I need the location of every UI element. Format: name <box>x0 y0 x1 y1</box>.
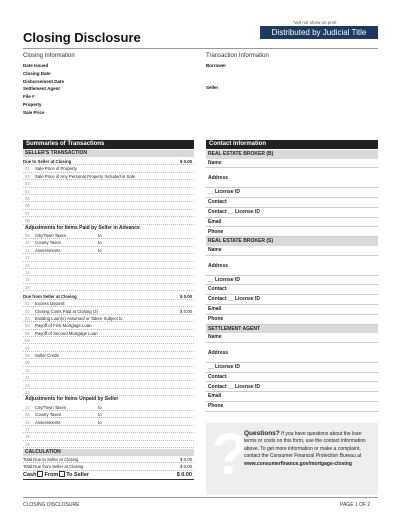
contact-name-row: Name <box>206 159 378 169</box>
line-label: Payoff of Second Mortgage Loan <box>35 330 98 336</box>
line-item-row <box>23 308 194 315</box>
line-item-row <box>23 374 194 381</box>
closing-info-label: Disbursement Date <box>23 78 65 84</box>
due-from-seller-row <box>23 293 194 300</box>
calculation-row <box>23 463 194 470</box>
adjustment-row <box>23 404 194 411</box>
line-label: City/Town Taxes <box>35 233 66 238</box>
transaction-info-heading: Transaction Information <box>206 53 269 59</box>
line-number: 19 <box>25 441 30 447</box>
line-number: 12 <box>25 255 30 261</box>
line-amount: $ 0.00 <box>180 308 192 314</box>
line-label: Existing Loan(s) Assumed or Taken Subject to <box>35 315 123 321</box>
to-label: to <box>98 240 102 246</box>
footer-doc-name: CLOSING DISCLOSURE <box>23 502 80 508</box>
line-number: 04 <box>25 188 30 194</box>
calculation-label: Total Due to Seller at Closing <box>23 457 79 462</box>
line-item-row <box>23 337 194 344</box>
questions-body: If you have questions about the loan terms or costs on this form, use the contact information above. To get more information or make a complaint, contact the Consumer Financial Protection Bureau at <box>244 431 366 460</box>
contact-address-row: Address <box>206 256 378 276</box>
due-to-seller-label: Due to Seller at Closing <box>23 159 72 164</box>
due-from-seller-amount: $ 0.00 <box>180 293 192 299</box>
phone-row: Phone <box>206 402 378 412</box>
line-label: County Taxes <box>35 240 61 246</box>
line-number: 11 <box>25 247 30 253</box>
line-item-row <box>23 180 194 187</box>
line-number: 06 <box>25 338 30 344</box>
footer-rule <box>23 497 378 498</box>
closing-info-label: Settlement Agent <box>23 86 60 92</box>
adjustments-advance-heading: Adjustments for Items Paid by Seller in Advance <box>25 224 140 231</box>
line-item-row <box>23 389 194 396</box>
line-item-row <box>23 165 194 172</box>
adjustments-unpaid-heading: Adjustments for Items Unpaid by Seller <box>25 396 119 403</box>
line-number: 05 <box>25 330 30 336</box>
line-number: 06 <box>25 203 30 209</box>
cash-to-seller-row <box>23 471 194 480</box>
line-label: City/Town Taxes <box>35 404 66 410</box>
line-number: 07 <box>25 345 30 351</box>
line-number: 01 <box>25 301 30 307</box>
line-number: 01 <box>25 166 30 172</box>
line-item-row <box>23 300 194 307</box>
line-number: 15 <box>25 412 30 418</box>
adjustment-row <box>23 433 194 440</box>
phone-row: Phone <box>206 315 378 325</box>
contact-address-row: Address <box>206 343 378 363</box>
line-number: 16 <box>25 419 30 425</box>
line-number: 03 <box>25 181 30 187</box>
adjustment-row <box>23 262 194 269</box>
closing-info-label: Property <box>23 101 42 107</box>
cash-to-label: To Seller <box>66 471 90 478</box>
cfpb-link[interactable]: www.consumerfinance.gov/mortgage-closing <box>244 460 352 467</box>
line-number: 13 <box>25 262 30 268</box>
line-item-row <box>23 202 194 209</box>
contact-name-row: Name <box>206 246 378 256</box>
due-to-seller-amount: $ 0.00 <box>180 159 192 164</box>
adjustment-row <box>23 419 194 426</box>
closing-info-label: Closing Date <box>23 70 51 76</box>
adjustment-row <box>23 411 194 418</box>
borrower-label: Borrower <box>206 63 227 68</box>
line-number: 05 <box>25 196 30 201</box>
cash-label: Cash <box>23 471 37 478</box>
closing-info-label: Date Issued <box>23 63 49 68</box>
line-number: 17 <box>25 426 30 432</box>
to-label: to <box>98 247 102 253</box>
contact-row: Contact <box>206 373 378 383</box>
contact-license-row: Contact __ License ID <box>206 383 378 393</box>
line-number: 15 <box>25 277 30 283</box>
settlement-agent-heading: SETTLEMENT AGENT <box>206 325 378 334</box>
line-number: 08 <box>25 352 30 358</box>
adjustment-row <box>23 239 194 246</box>
print-note: *will not show on print <box>293 20 337 25</box>
contact-row: Contact <box>206 198 378 208</box>
license-id-row: __ License ID <box>206 188 378 198</box>
line-number: 10 <box>25 240 30 246</box>
page-title: Closing Disclosure <box>23 30 141 45</box>
line-number: 11 <box>25 375 30 381</box>
line-number: 09 <box>25 360 30 366</box>
questions-text <box>244 430 374 468</box>
line-item-row <box>23 217 194 224</box>
line-number: 14 <box>25 404 30 410</box>
adjustment-row <box>23 247 194 254</box>
line-item-row <box>23 322 194 329</box>
broker-b-heading: REAL ESTATE BROKER (B) <box>206 150 378 159</box>
calculation-row <box>23 456 194 463</box>
contact-license-row: Contact __ License ID <box>206 208 378 218</box>
line-label: Sale Price of Any Personal Property Included in Sale <box>35 173 136 179</box>
line-item-row <box>23 210 194 217</box>
to-label: to <box>98 233 102 238</box>
cash-from-label: From <box>44 471 59 478</box>
adjustment-row <box>23 269 194 276</box>
license-id-row: __ License ID <box>206 363 378 373</box>
due-to-seller-row <box>23 158 194 165</box>
line-number: 16 <box>25 284 30 290</box>
question-mark-icon: ? <box>212 422 248 487</box>
calculation-amount: $ 0.00 <box>180 464 192 470</box>
adjustment-row <box>23 441 194 448</box>
line-number: 09 <box>25 233 30 238</box>
line-label: Sale Price of Property <box>35 166 77 172</box>
line-label: Assessments <box>35 247 61 253</box>
questions-lead: Questions? <box>244 430 280 437</box>
calculation-heading: CALCULATION <box>23 449 194 456</box>
line-item-row <box>23 173 194 180</box>
line-label: Seller Credit <box>35 352 59 358</box>
closing-info-label: File # <box>23 94 35 100</box>
closing-info-labels <box>23 62 173 117</box>
line-item-row <box>23 367 194 374</box>
line-number: 03 <box>25 315 30 321</box>
contact-license-row: Contact __ License ID <box>206 295 378 305</box>
to-label: to <box>98 404 102 410</box>
phone-row: Phone <box>206 228 378 238</box>
email-row: Email <box>206 218 378 228</box>
line-label: Closing Costs Paid at Closing (J) <box>35 308 98 314</box>
line-item-row <box>23 188 194 195</box>
email-row: Email <box>206 392 378 402</box>
line-number: 18 <box>25 434 30 440</box>
closing-info-label: Sale Price <box>23 109 45 115</box>
line-number: 10 <box>25 367 30 373</box>
line-item-row <box>23 330 194 337</box>
closing-info-heading: Closing Information <box>23 53 75 59</box>
to-seller-checkbox[interactable] <box>59 471 65 477</box>
line-number: 02 <box>25 173 30 179</box>
footer-page-number: PAGE 1 OF 2 <box>340 502 371 508</box>
line-item-row <box>23 352 194 359</box>
due-from-seller-label: Due from Seller at Closing <box>23 293 77 299</box>
line-number: 04 <box>25 323 30 329</box>
adjustment-row <box>23 284 194 291</box>
line-item-row <box>23 315 194 322</box>
cash-amount: $ 0.00 <box>176 471 192 478</box>
line-label: County Taxes <box>35 412 61 418</box>
to-label: to <box>98 412 102 418</box>
line-number: 14 <box>25 270 30 275</box>
summaries-heading: Summaries of Transactions <box>23 140 194 149</box>
broker-s-heading: REAL ESTATE BROKER (S) <box>206 237 378 246</box>
line-number: 08 <box>25 218 30 224</box>
line-item-row <box>23 382 194 389</box>
title-rule <box>23 48 378 49</box>
email-row: Email <box>206 305 378 315</box>
license-id-row: __ License ID <box>206 276 378 286</box>
contact-name-row: Name <box>206 333 378 343</box>
contact-row: Contact <box>206 285 378 295</box>
calculation-label: Total Due from Seller at Closing <box>23 464 84 470</box>
from-checkbox[interactable] <box>37 471 43 477</box>
sellers-transaction-heading: SELLER'S TRANSACTION <box>23 150 194 157</box>
line-item-row <box>23 345 194 352</box>
contact-heading: Contact Information <box>206 140 378 149</box>
brand-banner: Distributed by Judicial Title <box>260 26 378 39</box>
line-number: 07 <box>25 210 30 216</box>
adjustment-row <box>23 254 194 261</box>
to-label: to <box>98 419 102 425</box>
adjustment-row <box>23 276 194 283</box>
adjustment-row <box>23 232 194 239</box>
line-label: Assessments <box>35 419 61 425</box>
line-item-row <box>23 359 194 366</box>
line-number: 12 <box>25 382 30 388</box>
line-number: 13 <box>25 389 30 395</box>
calculation-amount: $ 0.00 <box>180 457 192 462</box>
seller-label: Seller <box>206 85 219 90</box>
line-item-row <box>23 195 194 202</box>
line-label: Excess Deposit <box>35 301 65 307</box>
contact-address-row: Address <box>206 168 378 188</box>
adjustment-row <box>23 426 194 433</box>
line-number: 02 <box>25 308 30 314</box>
line-label: Payoff of First Mortgage Loan <box>35 323 92 329</box>
